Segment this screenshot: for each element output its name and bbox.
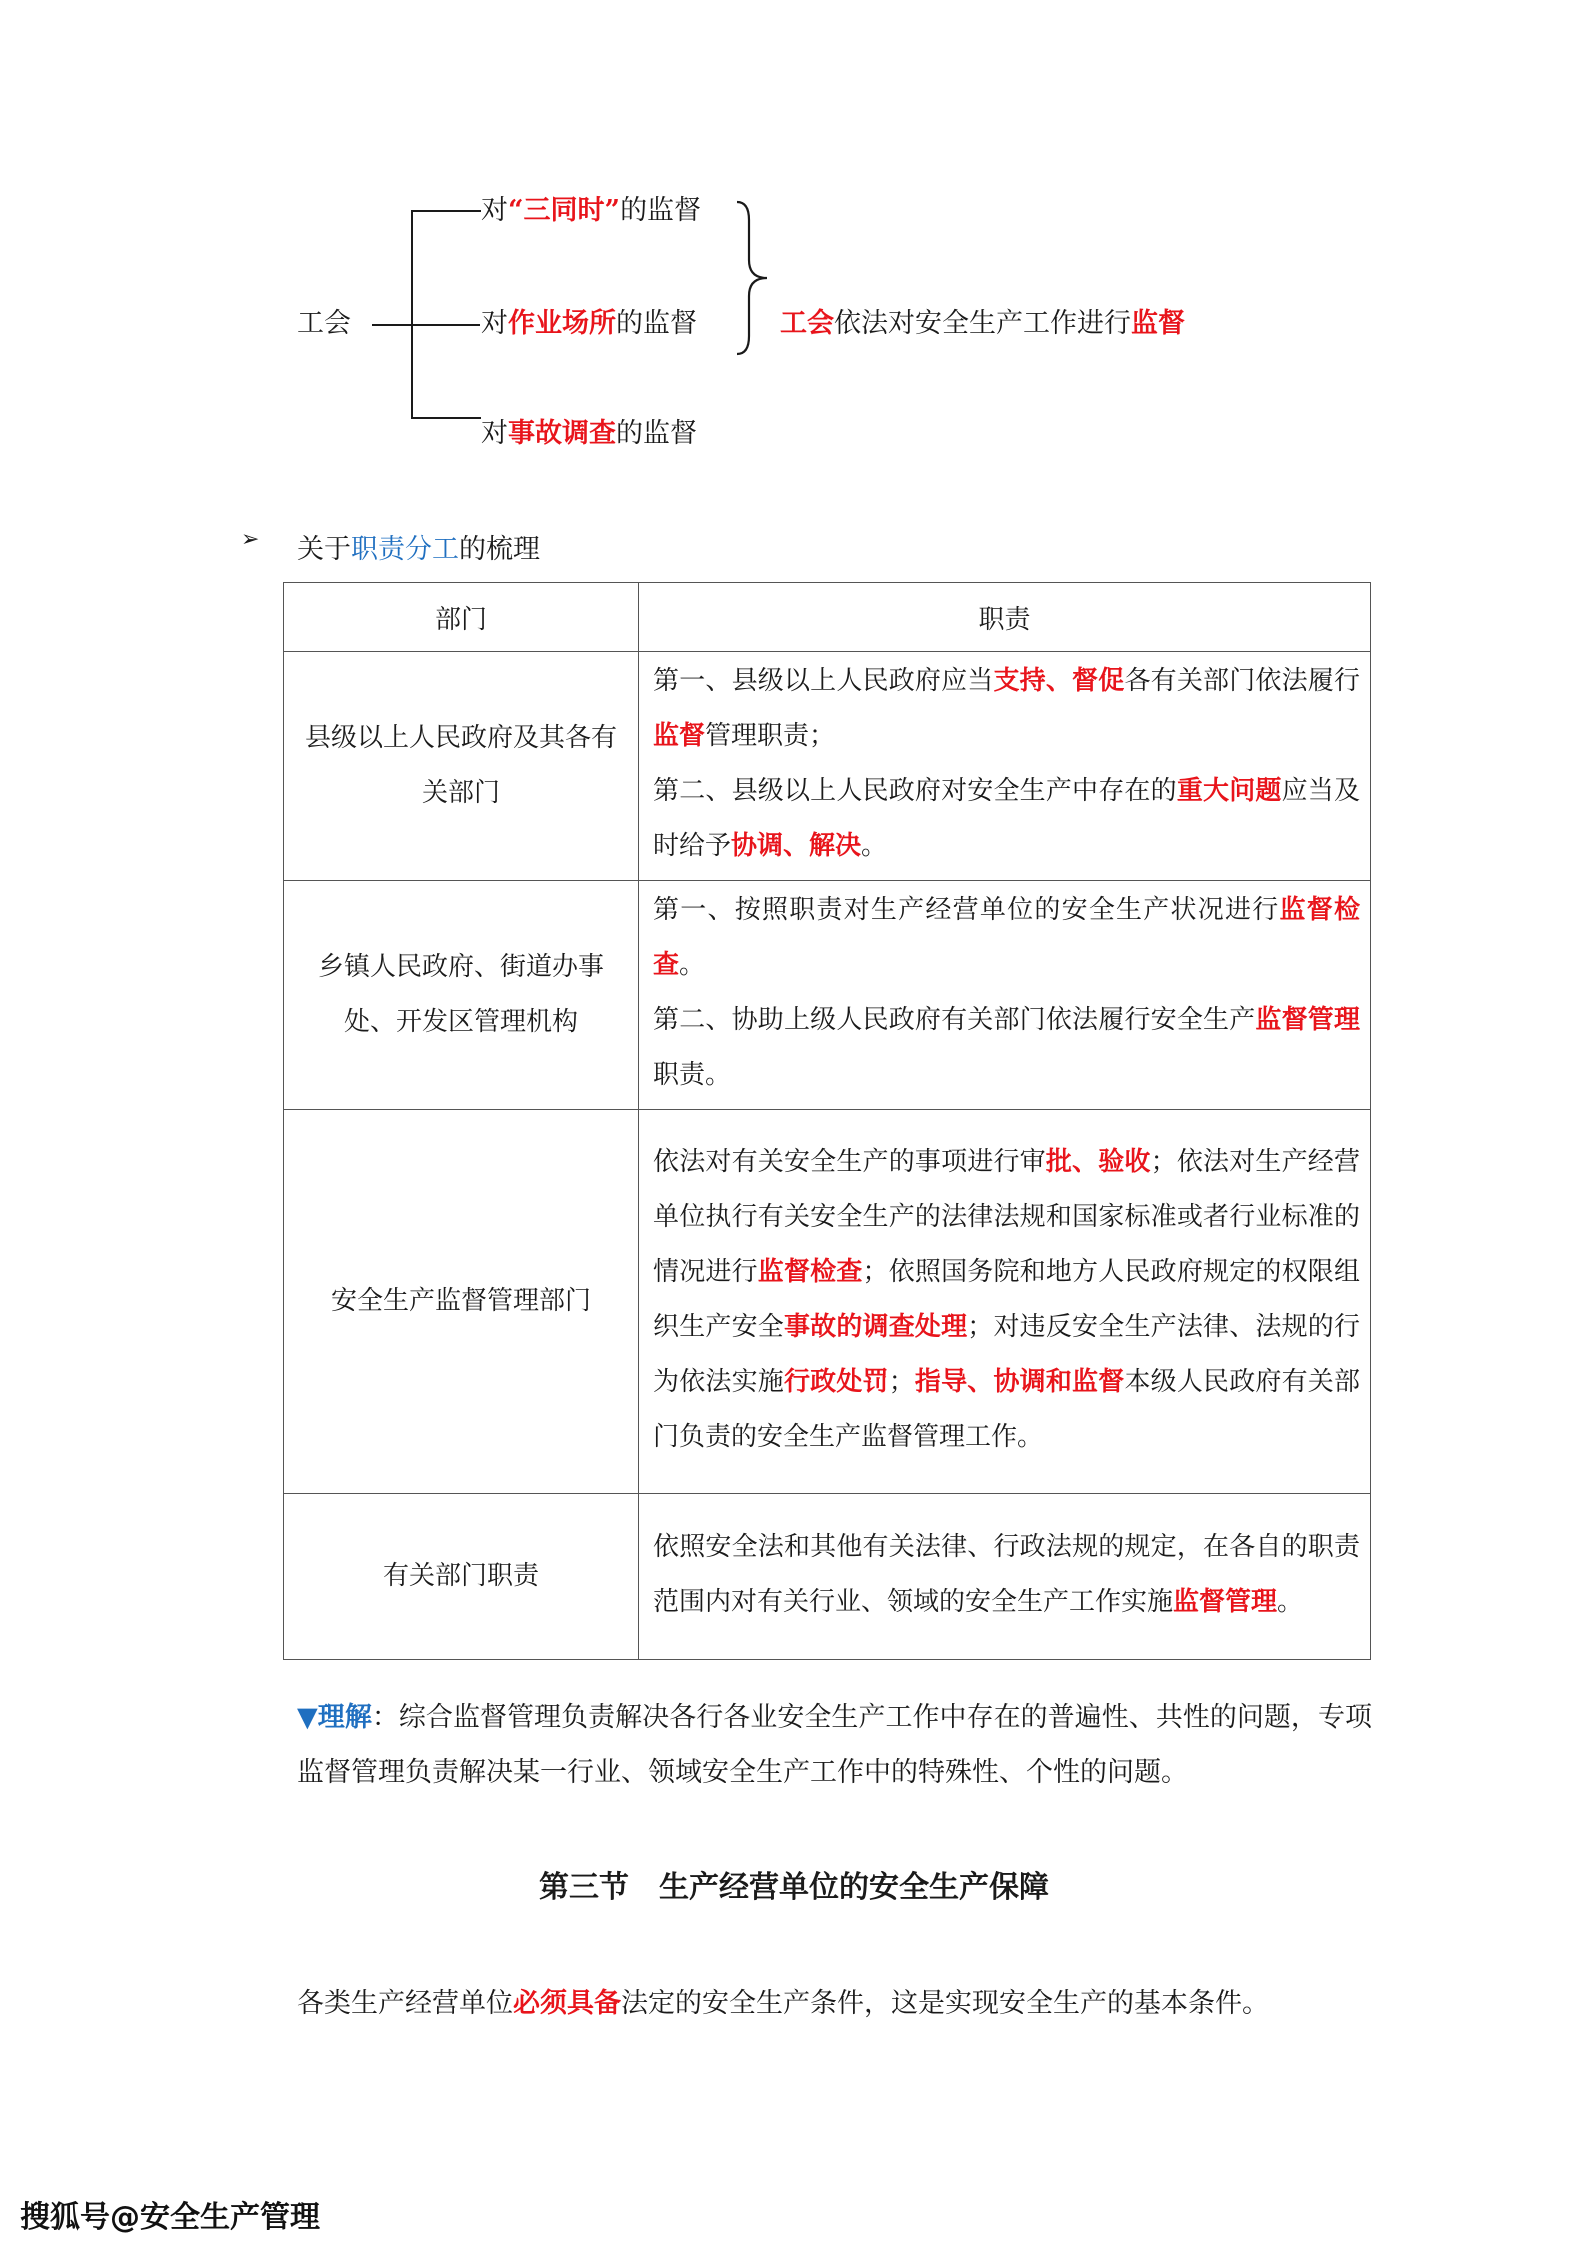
text-run: 本级人民政府有关部门负责的安全生产监督管理工作。 [653, 1366, 1360, 1452]
duty-line [653, 883, 1360, 993]
text-run: 必须具备 [513, 1988, 621, 2019]
duty-line [653, 654, 1360, 764]
duty-line [653, 1520, 1360, 1630]
header-duty: 职责 [639, 583, 1371, 652]
duty-line [653, 764, 1360, 874]
duty-line [653, 993, 1360, 1103]
text-run: 。 [1277, 1586, 1304, 1617]
text-run: 第二、协助上级人民政府有关部门依法履行安全生产 [653, 1005, 1256, 1035]
text-run: 支持、督促 [993, 666, 1125, 696]
connector-vertical [411, 210, 413, 418]
department-cell: 乡镇人民政府、街道办事处、开发区管理机构 [284, 881, 639, 1110]
text-run: 管理职责； [705, 721, 836, 751]
section-intro-paragraph [297, 1976, 1372, 2031]
diagram-branch-2 [481, 306, 697, 342]
text-run: 各类生产经营单位 [297, 1988, 513, 2019]
text-run: 监督管理 [1173, 1586, 1278, 1617]
text-run: 第一、县级以上人民政府应当 [653, 666, 994, 696]
duty-cell [639, 652, 1371, 881]
source-footer: 搜狐号@安全生产管理 [20, 2200, 320, 2235]
text-run: 。 [679, 950, 706, 980]
table-row [284, 652, 1371, 881]
text-run: 各有关部门依法履行 [1124, 666, 1360, 696]
diagram-branch-3 [481, 416, 697, 452]
text-run: 对 [481, 195, 508, 226]
text-run: 监督管理 [1255, 1005, 1360, 1035]
text-run: 第二、县级以上人民政府对安全生产中存在的 [653, 776, 1177, 806]
text-run: 监督 [653, 721, 706, 751]
text-run: 对 [481, 418, 508, 449]
text-run: 的监督 [620, 195, 702, 226]
text-run: 关于 [297, 534, 351, 565]
text-run: 对 [481, 308, 508, 339]
duty-division-table [283, 582, 1371, 1660]
text-run: 的监督 [616, 418, 697, 449]
header-department: 部门 [284, 583, 639, 652]
diagram-root: 工会 [297, 308, 351, 339]
text-run: ；依法对生产经营单位执行有关安全生产的法律法规和国家标准或者行业标准的情况进行 [653, 1146, 1360, 1287]
department-cell: 县级以上人民政府及其各有关部门 [284, 652, 639, 881]
text-run: 指导、协调和监督 [914, 1366, 1125, 1397]
department-cell: 安全生产监督管理部门 [284, 1110, 639, 1494]
text-run: 作业场所 [508, 308, 616, 339]
text-run: ：综合监督管理负责解决各行各业安全生产工作中存在的普遍性、共性的问题，专项监督管理负责解决某一行业、领域安全生产工作中的特殊性、个性的问题。 [297, 1702, 1372, 1788]
diagram-branch-1 [481, 193, 701, 229]
text-run: 批、验收 [1045, 1146, 1151, 1177]
duty-cell [639, 1494, 1371, 1660]
text-run: 依法对有关安全生产的事项进行审 [653, 1146, 1046, 1177]
text-run: 监督检查 [653, 895, 1360, 980]
text-run: 协调、解决 [731, 831, 862, 861]
table-row [284, 881, 1371, 1110]
department-cell: 有关部门职责 [284, 1494, 639, 1660]
text-run: 。 [861, 831, 888, 861]
union-supervision-diagram [0, 0, 1588, 470]
text-run: 第一、按照职责对生产经营单位的安全生产状况进行 [653, 895, 1280, 925]
text-run: 监督检查 [757, 1256, 863, 1287]
bullet-heading-text [297, 527, 540, 566]
text-run: 工会 [780, 308, 834, 339]
connector-bottom [411, 417, 481, 419]
duty-cell [639, 881, 1371, 1110]
right-brace [735, 198, 775, 358]
text-run: 的监督 [616, 308, 697, 339]
text-run: ▼理解 [297, 1702, 372, 1733]
text-run: 依照安全法和其他有关法律、行政法规的规定，在各自的职责范围内对有关行业、领域的安全生产工作实施 [653, 1531, 1360, 1617]
understanding-note [297, 1690, 1372, 1800]
duty-line [653, 1135, 1360, 1465]
table-header-row [284, 583, 1371, 652]
text-run: 事故调查 [508, 418, 616, 449]
text-run: 应当及时给予 [653, 776, 1360, 861]
text-run: 监督 [1131, 308, 1185, 339]
table-row [284, 1494, 1371, 1660]
text-run: 职责。 [653, 1060, 732, 1090]
text-run: 的梳理 [459, 534, 540, 565]
text-run: ；对违反安全生产法律、法规的行为依法实施 [653, 1311, 1360, 1397]
section-title: 第三节 生产经营单位的安全生产保障 [539, 1870, 1049, 1905]
duty-cell [639, 1110, 1371, 1494]
text-run: 行政处罚 [783, 1366, 889, 1397]
text-run: ；依照国务院和地方人民政府规定的权限组织生产安全 [653, 1256, 1360, 1342]
bullet-arrow-icon: ➢ [241, 527, 260, 552]
text-run: ； [888, 1366, 915, 1397]
diagram-conclusion [780, 306, 1185, 342]
connector-root [372, 324, 480, 326]
text-run: 职责分工 [351, 534, 459, 565]
text-run: 事故的调查处理 [783, 1311, 968, 1342]
text-run: “三同时” [508, 195, 621, 226]
text-run: 依法对安全生产工作进行 [834, 308, 1131, 339]
text-run: 重大问题 [1176, 776, 1282, 806]
table-row [284, 1110, 1371, 1494]
text-run: 法定的安全生产条件，这是实现安全生产的基本条件。 [621, 1988, 1269, 2019]
connector-top [411, 210, 481, 212]
